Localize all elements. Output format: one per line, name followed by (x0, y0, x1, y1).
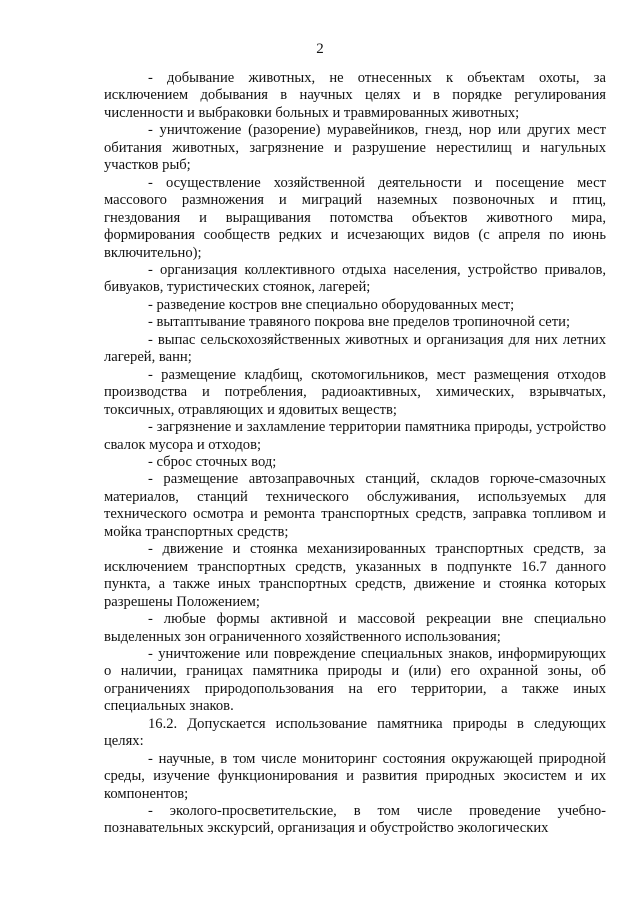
paragraph-use-educational: - эколого-просветительские, в том числе проведение учебно-познавательных экскурсий, организация и обустройство экологических (104, 803, 606, 837)
paragraph-prohibition-signs: - уничтожение или повреждение специальных знаков, информирующих о наличии, границах памятника природы и (или) его охранной зоны, об ограничениях природопользования на его территории, а также иных специальных знаков. (104, 645, 606, 715)
paragraph-prohibition-vehicles: - движение и стоянка механизированных транспортных средств, за исключением транспортных средств, указанных в подпункте 16.7 данного пункта, а также иных транспортных средств, движение и стоянка которых разрешены Положением; (104, 541, 606, 610)
paragraph-prohibition-camping: - организация коллективного отдыха населения, устройство привалов, бивуаков, туристических стоянок, лагерей; (104, 261, 606, 296)
paragraph-section-16-2: 16.2. Допускается использование памятника природы в следующих целях: (104, 715, 606, 750)
paragraph-prohibition-sewage: - сброс сточных вод; (148, 453, 277, 470)
paragraph-prohibition-fuel-stations: - размещение автозаправочных станций, складов горюче-смазочных материалов, станций технического обслуживания, используемых для технического осмотра и ремонта транспортных средств, заправка топливом и мойка транспортных средств; (104, 471, 606, 540)
paragraph-prohibition-hunting: - добывание животных, не отнесенных к объектам охоты, за исключением добывания в научных целях и в порядке регулирования численности и выбраковки больных и травмированных животных; (104, 70, 606, 121)
paragraph-prohibition-littering: - загрязнение и захламление территории памятника природы, устройство свалок мусора и отходов; (104, 419, 606, 453)
paragraph-prohibition-waste-sites: - размещение кладбищ, скотомогильников, мест размещения отходов производства и потребления, радиоактивных, химических, взрывчатых, токсичных, отравляющих и ядовитых веществ; (104, 366, 606, 418)
paragraph-prohibition-nests: - уничтожение (разорение) муравейников, гнезд, нор или других мест обитания животных, загрязнение и разрушение нерестилищ и нагульных участков рыб; (104, 122, 606, 174)
paragraph-prohibition-breeding-sites: - осуществление хозяйственной деятельности и посещение мест массового размножения и миграций наземных позвоночных и птиц, гнездования и выращивания потомства объектов животного мира, формирования сообществ редких и исчезающих видов (с апреля по июнь включительно); (104, 174, 606, 261)
paragraph-prohibition-recreation: - любые формы активной и массовой рекреации вне специально выделенных зон ограниченного хозяйственного использования; (104, 611, 606, 645)
paragraph-prohibition-fires: - разведение костров вне специально оборудованных мест; (148, 296, 515, 313)
paragraph-use-scientific: - научные, в том числе мониторинг состояния окружающей природной среды, изучение функционирования и развития природных экосистем и их компонентов; (104, 750, 606, 802)
document-body (104, 70, 606, 838)
paragraph-prohibition-grazing: - выпас сельскохозяйственных животных и организация для них летних лагерей, ванн; (104, 331, 606, 366)
page-number: 2 (316, 41, 324, 57)
paragraph-prohibition-trampling: - вытаптывание травяного покрова вне пределов тропиночной сети; (148, 314, 571, 331)
